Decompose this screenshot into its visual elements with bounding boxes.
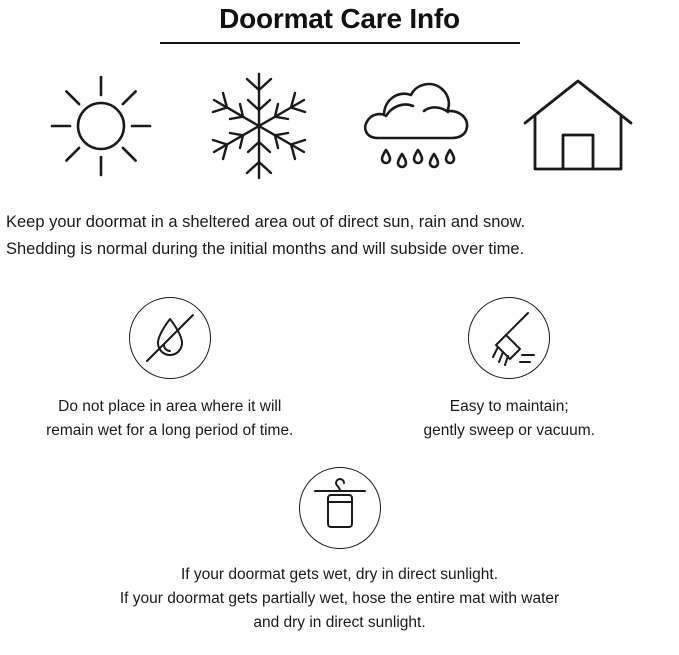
snowflake-icon <box>198 68 320 183</box>
weather-icon-row <box>0 68 679 183</box>
dry-line-2: If your doormat gets partially wet, hose the entire mat with water <box>119 590 560 607</box>
title-underline <box>160 42 520 44</box>
rain-cloud-icon <box>356 68 481 183</box>
no-water-icon <box>129 297 211 379</box>
lead-line-1: Keep your doormat in a sheltered area out of direct sun, rain and snow. <box>6 213 526 231</box>
tip-no-water-caption <box>46 395 293 443</box>
tip-no-water <box>0 297 340 443</box>
hang-dry-icon <box>299 467 381 549</box>
dry-line-1: If your doormat gets wet, dry in direct sunlight. <box>180 566 499 583</box>
tip-sweep-caption <box>424 395 595 443</box>
broom-icon <box>468 297 550 379</box>
page-header <box>0 0 679 44</box>
tip-no-water-line-1: Do not place in area where it will <box>58 398 282 415</box>
house-icon <box>517 68 639 183</box>
dry-instructions-caption <box>120 563 559 635</box>
dry-line-3: and dry in direct sunlight. <box>253 614 426 631</box>
tip-sweep-line-2: gently sweep or vacuum. <box>423 422 595 439</box>
tip-sweep-line-1: Easy to maintain; <box>449 398 569 415</box>
tip-no-water-line-2: remain wet for a long period of time. <box>46 422 294 439</box>
page-title: Doormat Care Info <box>219 3 460 34</box>
sun-icon <box>40 68 162 183</box>
dry-instructions <box>0 467 679 635</box>
lead-line-2: Shedding is normal during the initial months and will subside over time. <box>6 240 525 258</box>
lead-paragraph <box>0 209 679 263</box>
tips-row <box>0 297 679 443</box>
tip-sweep <box>340 297 679 443</box>
